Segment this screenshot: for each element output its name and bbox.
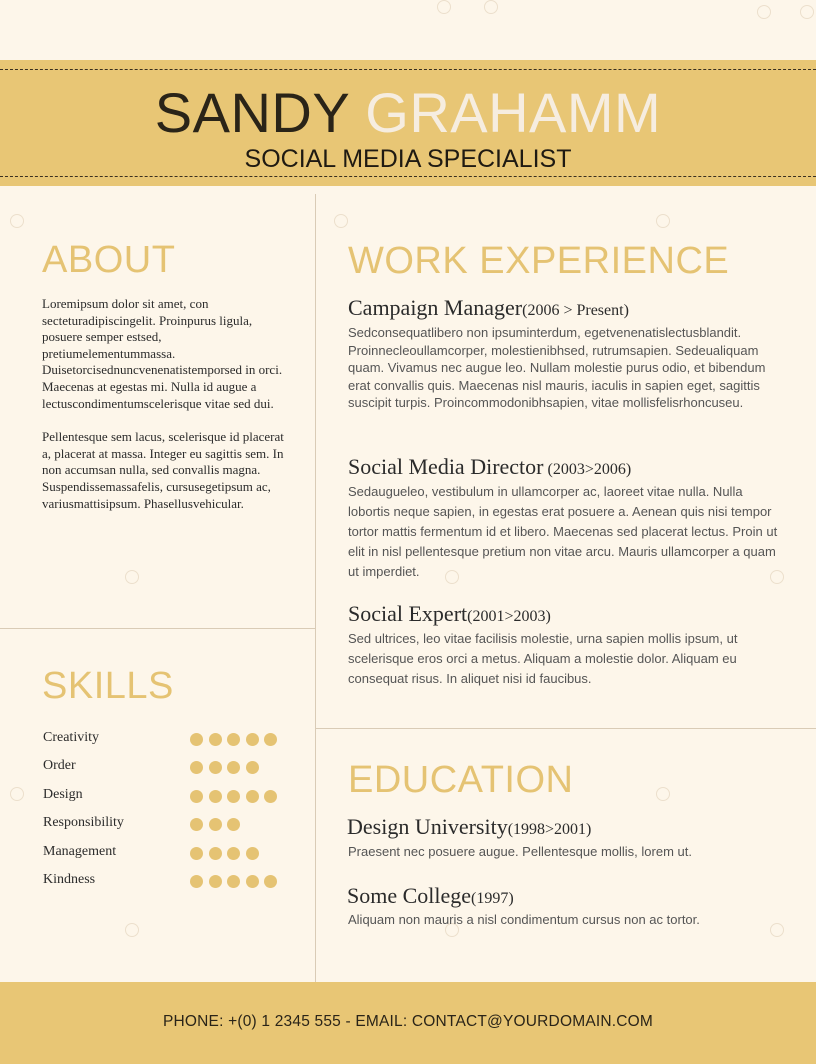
skill-dot	[227, 875, 240, 888]
first-name: SANDY	[154, 81, 350, 144]
skill-name: Order	[43, 758, 76, 773]
skill-rating	[190, 875, 277, 888]
contact-info: PHONE: +(0) 1 2345 555 - EMAIL: CONTACT@YOURDOMAIN.COM	[162, 1013, 654, 1030]
skill-dot	[246, 847, 259, 860]
skill-dot	[190, 818, 203, 831]
skill-name: Design	[43, 787, 83, 802]
column-divider	[315, 194, 316, 982]
skill-dot	[190, 761, 203, 774]
school-heading	[347, 814, 591, 840]
skill-rating	[190, 847, 259, 860]
school-description: Praesent nec posuere augue. Pellentesque mollis, lorem ut.	[348, 844, 692, 859]
skill-dot	[227, 847, 240, 860]
skill-dot	[246, 733, 259, 746]
skill-dot	[209, 761, 222, 774]
skill-dot	[209, 818, 222, 831]
skill-dot	[227, 818, 240, 831]
skill-dot	[190, 875, 203, 888]
skill-dot	[264, 733, 277, 746]
about-heading: ABOUT	[42, 239, 176, 281]
work-education-divider	[316, 728, 816, 729]
job-heading	[348, 454, 631, 480]
skill-rating	[190, 818, 240, 831]
about-text	[42, 296, 292, 512]
school-name: Some College	[347, 883, 472, 908]
job-position: Campaign Manager	[348, 295, 523, 320]
skill-dot	[227, 733, 240, 746]
skills-heading: SKILLS	[42, 665, 174, 707]
school-name: Design University	[347, 814, 508, 839]
skill-dot	[227, 761, 240, 774]
job-dates: (2001>2003)	[467, 608, 551, 625]
job-description: Sedconsequatlibero non ipsuminterdum, egetvenenatislectusblandit. Proinnecleoullamcorper, molestienibhsed, rutrumsapien. Sedeualiquam quam. Vivamus nec augue leo. Nullam molestie purus odio, et bibendum erat convallis quis. Maecenas nisl mauris, iaculis in sapien eget, sagittis suscipit turpis. Proincommodonibhsapien, vitae mollisfelisrhoncuseu.	[348, 325, 766, 411]
about-paragraph: Loremipsum dolor sit amet, con secteturadipiscingelit. Proinpurus ligula, posuere semper estsed, pretiumelementummassa. Duisetorcisednuncvenenatistemporsed in orci. Maecenas at egestas mi. Nulla id augue a lectuscondimentumscelerisque vitae sed dui.	[42, 296, 283, 411]
job-description: Sed ultrices, leo vitae facilisis molestie, urna sapien mollis ipsum, ut scelerisque eros orci a metus. Aliquam a molestie dolor. Aliquam eu consequat risus. In aliquet nisi id faucibus.	[348, 631, 738, 686]
skill-dot	[264, 875, 277, 888]
school-description: Aliquam non mauris a nisl condimentum cursus non ac tortor.	[348, 912, 700, 927]
skill-rating	[190, 790, 277, 803]
skill-row	[43, 787, 293, 807]
skill-dot	[246, 790, 259, 803]
skill-rating	[190, 761, 259, 774]
last-name: GRAHAMM	[365, 81, 662, 144]
job-position: Social Expert	[348, 601, 468, 626]
header-bottom-dashed-line	[0, 176, 816, 177]
school-heading	[347, 883, 514, 909]
about-paragraph: Pellentesque sem lacus, scelerisque id placerat a, placerat at massa. Integer eu sagittis sem. In non accumsan nulla, sed convallis magna. Suspendissemassafelis, cursusegetipsum ac, variusmattisipsum. Phasellusvehicular.	[42, 429, 284, 511]
work-heading: WORK EXPERIENCE	[348, 240, 730, 282]
school-dates: (1998>2001)	[507, 821, 592, 838]
header-top-dashed-line	[0, 69, 816, 70]
skill-name: Kindness	[43, 872, 96, 887]
full-name	[0, 82, 816, 144]
skill-row	[43, 844, 293, 864]
job-position: Social Media Director	[348, 454, 544, 479]
job-dates: (2006 > Present)	[522, 302, 629, 319]
skill-rating	[190, 733, 277, 746]
job-description: Sedaugueleo, vestibulum in ullamcorper ac, laoreet vitae nulla. Nulla lobortis neque sapien, in egestas erat posuere a. Aenean quis nisi tempor tortor mattis fermentum id et libero. Maecenas sed placerat lectus. Proin ut elit in nisl pellentesque pretium non vitae arcu. Mauris ullamcorper a quam ut imperdiet.	[348, 484, 778, 579]
skill-row	[43, 730, 293, 750]
job-title: SOCIAL MEDIA SPECIALIST	[244, 145, 572, 173]
skill-dot	[246, 761, 259, 774]
skill-dot	[209, 875, 222, 888]
skill-dot	[246, 875, 259, 888]
job-heading	[348, 295, 629, 321]
skill-dot	[190, 733, 203, 746]
skill-dot	[190, 790, 203, 803]
skill-name: Management	[43, 844, 117, 859]
skill-row	[43, 758, 293, 778]
skill-dot	[190, 847, 203, 860]
skill-dot	[227, 790, 240, 803]
skill-name: Creativity	[43, 730, 99, 745]
education-heading: EDUCATION	[348, 759, 574, 801]
about-skills-divider	[0, 628, 315, 629]
skill-dot	[209, 790, 222, 803]
job-dates: (2003>2006)	[543, 461, 632, 478]
skill-name: Responsibility	[43, 815, 124, 830]
skill-row	[43, 815, 293, 835]
school-dates: (1997)	[471, 890, 514, 907]
job-heading	[348, 601, 551, 627]
skill-dot	[264, 790, 277, 803]
skill-dot	[209, 733, 222, 746]
skill-dot	[209, 847, 222, 860]
skill-row	[43, 872, 293, 892]
